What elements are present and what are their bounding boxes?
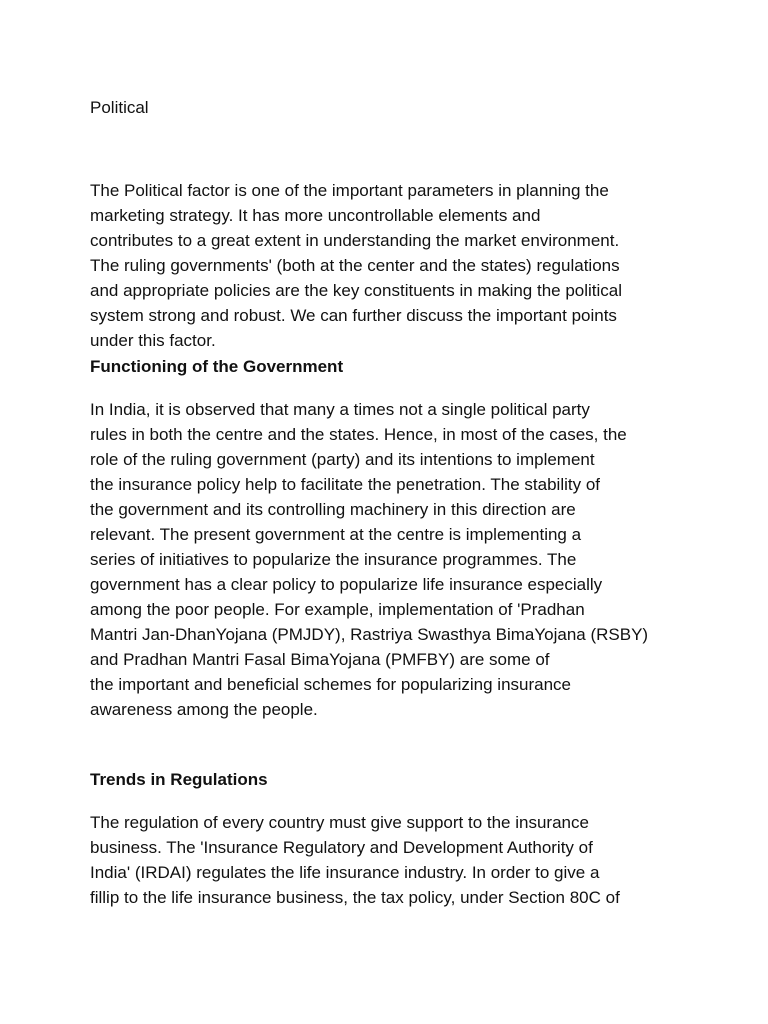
document-title: Political [90, 98, 149, 117]
section-paragraph-government: In India, it is observed that many a times not a single political party rules in both the centre and the states. Hence, in most of the cases, the role of the ruling government (party) and its intentions to implement the insurance policy help to facilitate the penetration. The stability of the government and its controlling machinery in this direction are relevant. The present government at the centre is implementing a series of initiatives to popularize the insurance programmes. The government has a clear policy to popularize life insurance especially among the poor people. For example, implementation of 'Pradhan Mantri Jan-DhanYojana (PMJDY), Rastriya Swasthya BimaYojana (RSBY) and Pradhan Mantri Fasal BimaYojana (PMFBY) are some of the important and beneficial schemes for popularizing insurance awareness among the people. [90, 400, 649, 719]
section-heading-regulations: Trends in Regulations [90, 770, 268, 789]
intro-paragraph: The Political factor is one of the important parameters in planning the marketing strategy. It has more uncontrollable elements and contributes to a great extent in understanding the market environment. The ruling governments' (both at the center and the states) regulations and appropriate policies are the key constituents in making the political system strong and robust. We can further discuss the important points under this factor. [90, 181, 623, 350]
section-paragraph-regulations: The regulation of every country must give support to the insurance business. The 'Insurance Regulatory and Development Authority of India' (IRDAI) regulates the life insurance industry. In order to give a fillip to the life insurance business, the tax policy, under Section 80C of [90, 813, 620, 907]
document-page [90, 0, 690, 1024]
section-heading-government: Functioning of the Government [90, 357, 344, 376]
